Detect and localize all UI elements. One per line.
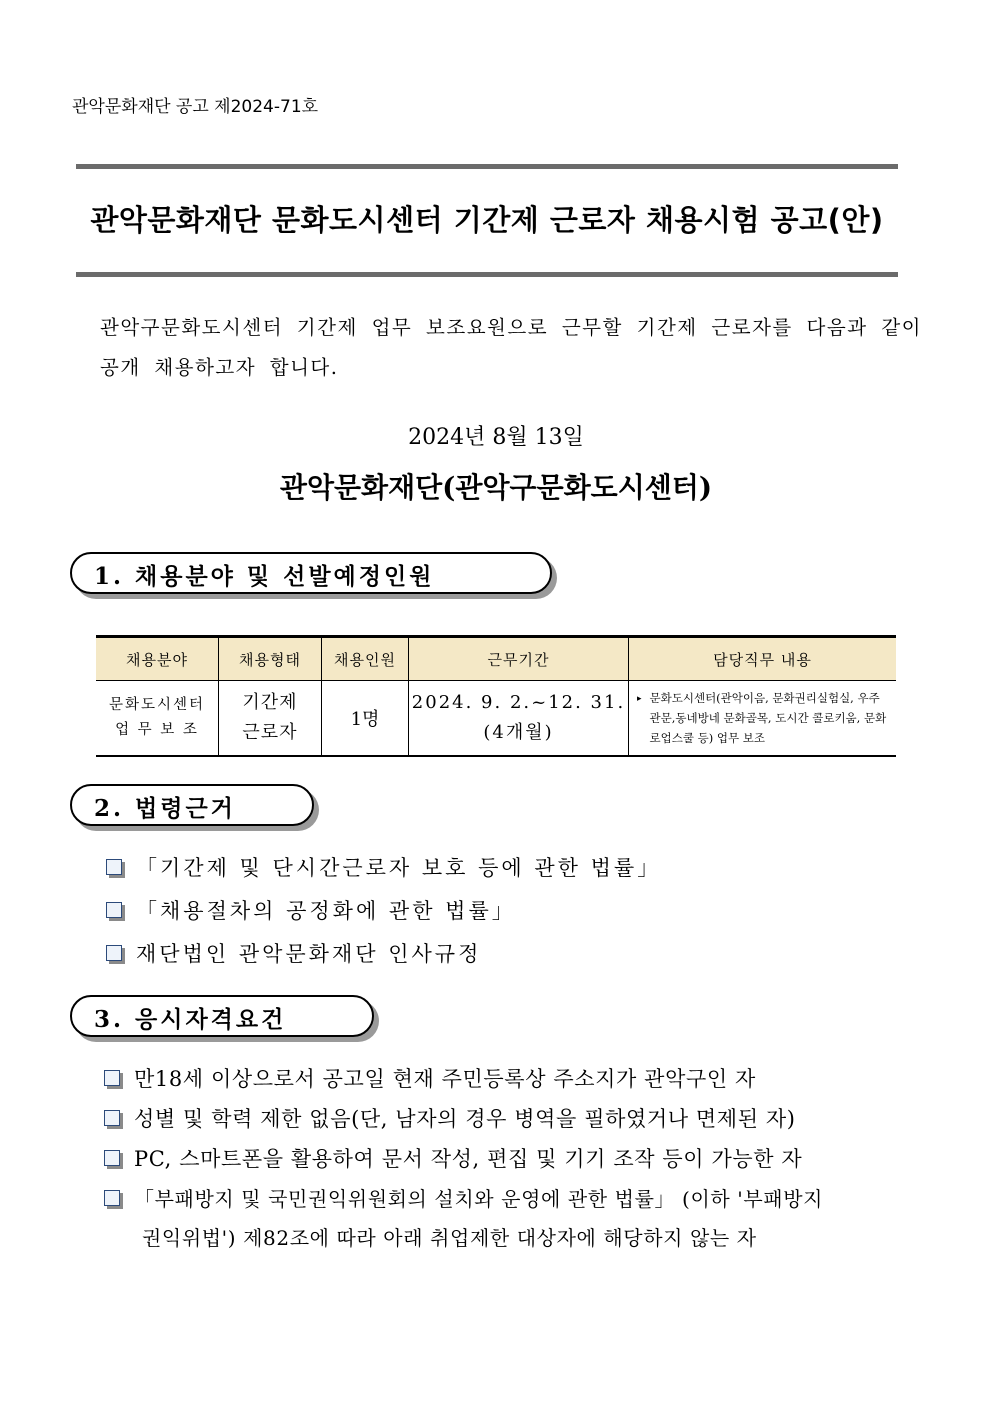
checkbox-bullet-icon (104, 1190, 120, 1206)
recruitment-table (96, 635, 896, 757)
requirement-continuation: 권익위법') 제82조에 따라 아래 취업제한 대상자에 해당하지 않는 자 (142, 1226, 757, 1250)
requirement-text: PC, 스마트폰을 활용하여 문서 작성, 편집 및 기기 조작 등이 가능한 자 (134, 1147, 803, 1171)
law-item-text: 재단법인 관악문화재단 인사규정 (136, 942, 482, 966)
notice-number: 관악문화재단 공고 제2024-71호 (72, 97, 319, 117)
intro-paragraph: 관악구문화도시센터 기간제 업무 보조요원으로 근무할 기간제 근로자를 다음과 같이 공개 채용하고자 합니다. (100, 316, 922, 379)
section2-title: 2. 법령근거 (94, 795, 236, 822)
cell-duty (629, 681, 897, 757)
section1-title: 1. 채용분야 및 선발예정인원 (94, 563, 435, 590)
checkbox-bullet-icon (104, 1110, 120, 1126)
section3-title: 3. 응시자격요건 (94, 1006, 287, 1033)
cell-type (219, 681, 322, 757)
checkbox-bullet-icon (106, 945, 122, 961)
title-top-rule (76, 164, 898, 169)
cell-count: 1명 (322, 681, 409, 757)
field-line2: 업 무 보 조 (115, 722, 199, 738)
cell-field (96, 681, 219, 757)
section3-heading (70, 995, 374, 1037)
checkbox-bullet-icon (104, 1150, 120, 1166)
duty-text: 문화도시센터(관악이음, 문화권리실험실, 우주관문,동네방네 문화골목, 도시간 콜로키움, 문화로업스쿨 등) 업무 보조 (649, 691, 887, 745)
document-title: 관악문화재단 문화도시센터 기간제 근로자 채용시험 공고(안) (90, 203, 884, 237)
period-line1: 2024. 9. 2.~12. 31. (411, 692, 626, 713)
type-line1: 기간제 (242, 692, 298, 713)
triangle-bullet-icon: ▸ (637, 694, 642, 704)
list-item (104, 1183, 823, 1212)
list-item (106, 938, 481, 968)
checkbox-bullet-icon (106, 859, 122, 875)
requirement-text: 만18세 이상으로서 공고일 현재 주민등록상 주소지가 관악구인 자 (134, 1067, 756, 1091)
type-line2: 근로자 (242, 722, 298, 743)
section1-heading (70, 552, 552, 594)
field-line1: 문화도시센터 (108, 697, 206, 713)
organization-name: 관악문화재단(관악구문화도시센터) (279, 471, 713, 504)
title-bottom-rule (76, 272, 898, 277)
checkbox-bullet-icon (106, 902, 122, 918)
list-item (104, 1103, 796, 1133)
requirement-text: 성별 및 학력 제한 없음(단, 남자의 경우 병역을 필하였거나 면제된 자) (134, 1107, 796, 1131)
section2-heading (70, 784, 314, 826)
table-header: 근무기간 (409, 637, 629, 681)
list-item (106, 852, 661, 882)
period-line2: (4개월) (483, 722, 554, 743)
list-item (104, 1143, 802, 1173)
law-item-text: 「채용절차의 공정화에 관한 법률」 (136, 899, 516, 923)
announcement-date: 2024년 8월 13일 (408, 425, 584, 450)
table-row (96, 681, 896, 757)
table-header: 채용형태 (219, 637, 322, 681)
table-header-row (96, 637, 896, 681)
table-header: 채용분야 (96, 637, 219, 681)
list-item (106, 895, 516, 925)
table-header: 담당직무 내용 (629, 637, 897, 681)
checkbox-bullet-icon (104, 1070, 120, 1086)
table-header: 채용인원 (322, 637, 409, 681)
list-item (104, 1063, 756, 1093)
law-item-text: 「기간제 및 단시간근로자 보호 등에 관한 법률」 (136, 856, 662, 880)
requirement-text: 「부패방지 및 국민권익위원회의 설치와 운영에 관한 법률」 (이하 '부패방지 (134, 1187, 824, 1211)
cell-period (409, 681, 629, 757)
